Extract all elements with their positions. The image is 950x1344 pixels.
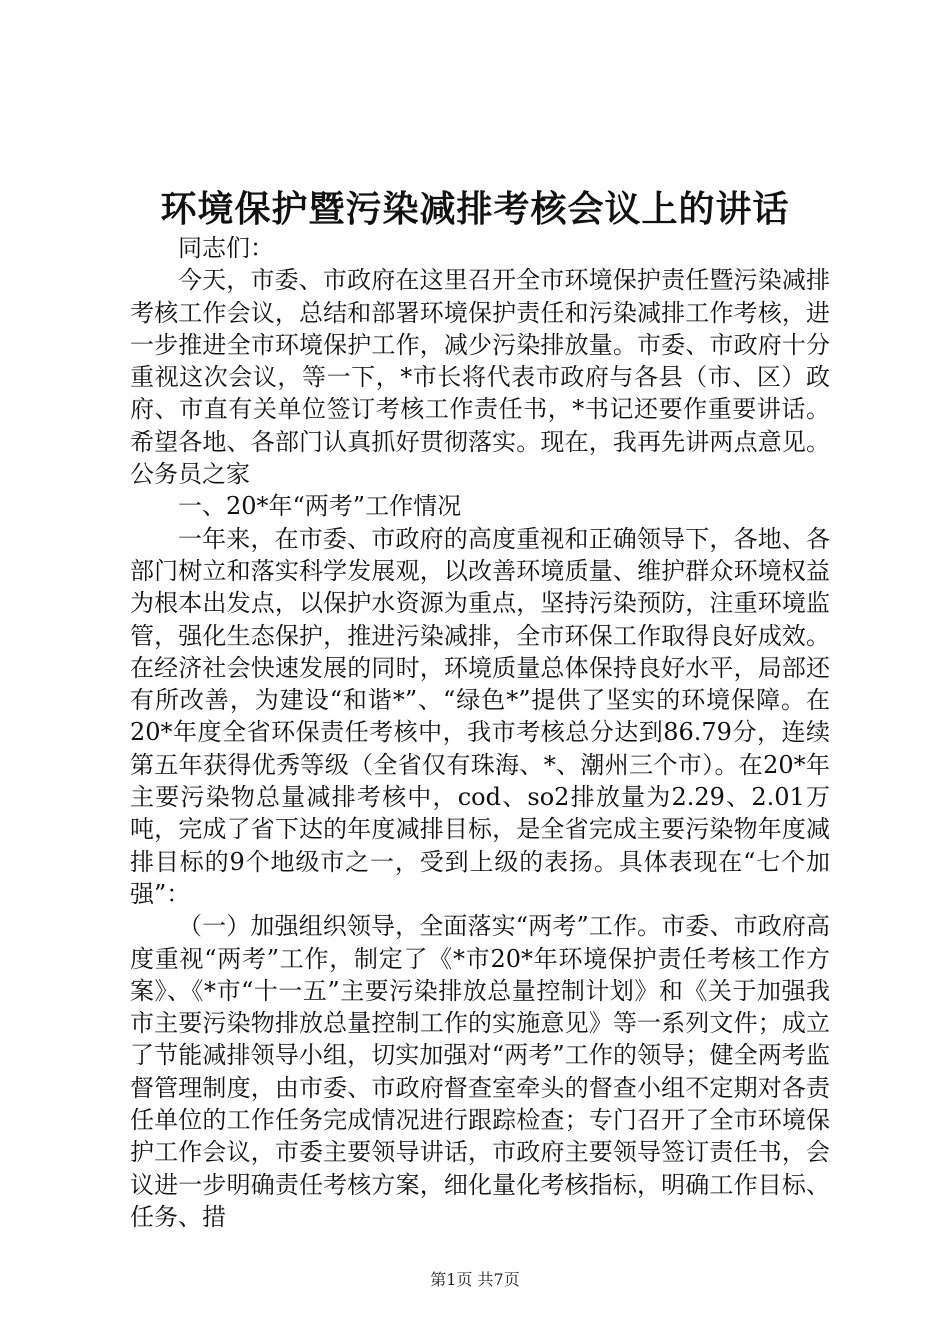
body-paragraph: 一年来，在市委、市政府的高度重视和正确领导下，各地、各部门树立和落实科学发展观，以改善环境质量、维护群众环境权益为根本出发点，以保护水资源为重点，坚持污染预防，注重环境监管，强化生态保护，推进污染减排，全市环保工作取得良好成效。在经济社会快速发展的同时，环境质量总体保持良好水平，局部还有所改善，为建设“和谐*”、“绿色*”提供了坚实的环境保障。在20*年度全省环保责任考核中，我市考核总分达到86.79分，连续第五年获得优秀等级（全省仅有珠海、*、潮州三个市）。在20*年主要污染物总量减排考核中，cod、so2排放量为2.29、2.01万吨，完成了省下达的年度减排目标，是全省完成主要污染物年度减排目标的9个地级市之一，受到上级的表扬。具体表现在“七个加强”： xyxy=(130,524,830,908)
page-number-footer: 第1页 共7页 xyxy=(430,1270,520,1289)
section-heading: 一、20*年“两考”工作情况 xyxy=(178,492,462,521)
body-paragraph: （一）加强组织领导，全面落实“两考”工作。市委、市政府高度重视“两考”工作，制定了《*市20*年环境保护责任考核工作方案》、《*市“十一五”主要污染排放总量控制计划》和《关于加强我市主要污染物排放总量控制工作的实施意见》等一系列文件；成立了节能减排领导小组，切实加强对“两考”工作的领导；健全两考监督管理制度，由市委、市政府督查室牵头的督查小组不定期对各责任单位的工作任务完成情况进行跟踪检查；专门召开了全市环境保护工作会议，市委主要领导讲话，市政府主要领导签订责任书，会议进一步明确责任考核方案，细化量化考核指标，明确工作目标、任务、措 xyxy=(130,912,830,1231)
document-body xyxy=(130,232,830,1233)
document-title: 环境保护暨污染减排考核会议上的讲话 xyxy=(160,188,790,230)
salutation-paragraph: 同志们： xyxy=(178,234,274,262)
body-paragraph: 今天，市委、市政府在这里召开全市环境保护责任暨污染减排考核工作会议，总结和部署环境保护责任和污染减排工作考核，进一步推进全市环境保护工作，减少污染排放量。市委、市政府十分重视这次会议，等一下，*市长将代表市政府与各县（市、区）政府、市直有关单位签订考核工作责任书，*书记还要作重要讲话。希望各地、各部门认真抓好贯彻落实。现在，我再先讲两点意见。公务员之家 xyxy=(130,266,830,489)
